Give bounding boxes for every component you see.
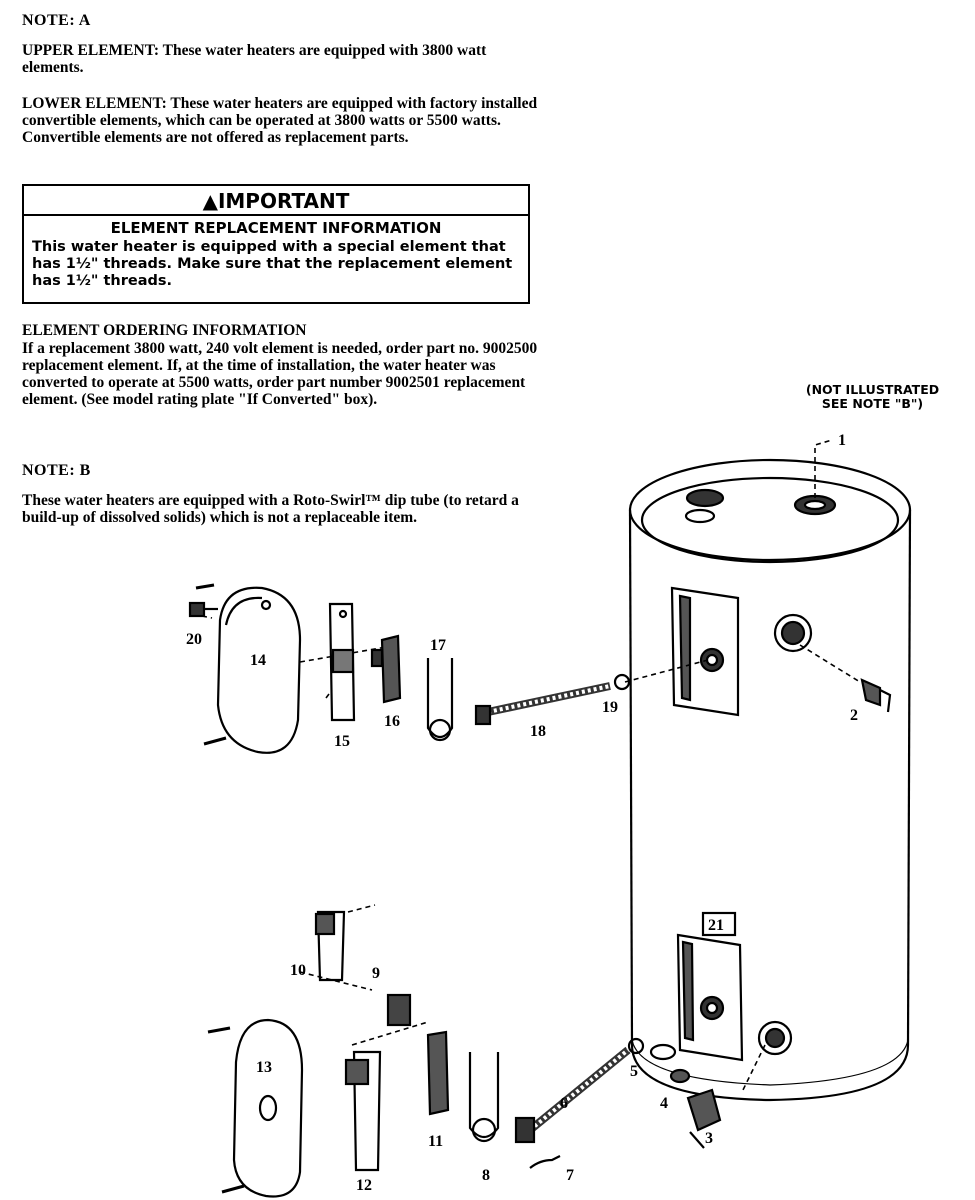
part-9-switch bbox=[388, 995, 410, 1025]
part-10-bracket bbox=[316, 912, 344, 980]
part-6-element bbox=[516, 1050, 628, 1142]
part-label-11: 11 bbox=[428, 1133, 444, 1150]
part-label-5: 5 bbox=[630, 1063, 638, 1080]
part-label-21: 21 bbox=[708, 917, 724, 934]
part-16-switch bbox=[372, 636, 400, 702]
part-label-7: 7 bbox=[566, 1167, 574, 1184]
part-label-10: 10 bbox=[290, 962, 306, 979]
important-body: This water heater is equipped with a special element that has 1½" threads. Make sure that the replacement element has 1½" threads. bbox=[32, 239, 513, 289]
part-3-drain-valve bbox=[688, 1090, 720, 1148]
part-label-4: 4 bbox=[660, 1095, 668, 1112]
part-label-13: 13 bbox=[256, 1059, 272, 1076]
part-label-17: 17 bbox=[430, 637, 446, 654]
ordering-body: If a replacement 3800 watt, 240 volt element is needed, order part no. 9002500 replacement element. If, at the time of installation, the water heater was converted to operate at 5500 watts, order part number 9002501 replacement element. (See model rating plate "If Converted" box). bbox=[22, 340, 538, 408]
part-label-18: 18 bbox=[530, 723, 546, 740]
part-label-9: 9 bbox=[372, 965, 380, 982]
part-20-screw bbox=[190, 603, 218, 616]
dip-tube-text: These water heaters are equipped with a Roto-Swirl™ dip tube (to retard a build-up of dissolved solids) which is not a replaceable item. bbox=[22, 492, 519, 526]
not-illustrated-note: (NOT ILLUSTRATED SEE NOTE "B") bbox=[805, 382, 940, 411]
important-subtitle: ELEMENT REPLACEMENT INFORMATION bbox=[110, 219, 442, 237]
leader-lines bbox=[202, 440, 860, 1092]
warning-triangle-icon: ▲ bbox=[202, 189, 218, 213]
part-label-1: 1 bbox=[838, 432, 846, 449]
part-label-16: 16 bbox=[384, 713, 400, 730]
part-label-6: 6 bbox=[560, 1095, 568, 1112]
part-label-19: 19 bbox=[602, 699, 618, 716]
note-a-heading: NOTE: A bbox=[22, 12, 91, 29]
part-label-2: 2 bbox=[850, 707, 858, 724]
lower-element-text: LOWER ELEMENT: These water heaters are equipped with factory installed convertible elements, which can be operated at 3800 watts or 5500 watts. Convertible elements are not offered as replacement parts. bbox=[22, 95, 538, 146]
part-2-fitting bbox=[862, 680, 890, 712]
part-label-14: 14 bbox=[250, 652, 266, 669]
part-label-8: 8 bbox=[482, 1167, 490, 1184]
part-label-20: 20 bbox=[186, 631, 202, 648]
part-11-switch bbox=[428, 1032, 448, 1114]
part-7-pin bbox=[530, 1156, 560, 1168]
part-label-15: 15 bbox=[334, 733, 350, 750]
part-18-element bbox=[476, 686, 610, 724]
part-label-3: 3 bbox=[705, 1130, 713, 1147]
important-title: ▲IMPORTANT bbox=[24, 188, 528, 216]
part-8-clip bbox=[470, 1052, 498, 1141]
part-label-12: 12 bbox=[356, 1177, 372, 1194]
ordering-heading: ELEMENT ORDERING INFORMATION bbox=[22, 322, 307, 339]
note-b-heading: NOTE: B bbox=[22, 462, 91, 479]
upper-element-text: UPPER ELEMENT: These water heaters are equipped with 3800 watt elements. bbox=[22, 42, 487, 76]
part-14-upper-cover bbox=[218, 588, 300, 753]
part-13-lower-cover bbox=[234, 1020, 302, 1197]
part-17-clip bbox=[428, 658, 452, 740]
part-12-thermostat bbox=[346, 1052, 380, 1170]
water-heater-tank bbox=[630, 460, 910, 1100]
part-15-thermostat bbox=[330, 604, 354, 720]
